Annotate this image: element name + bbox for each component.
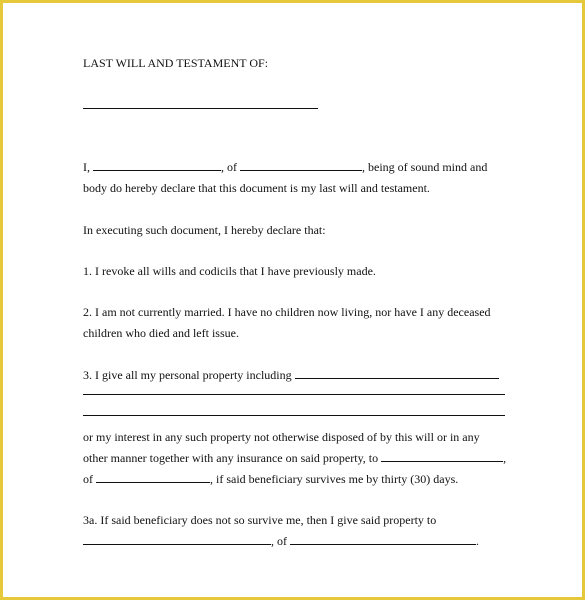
item-3-line-5-text: other manner together with any insurance on said property, to: [83, 451, 379, 465]
document-title: LAST WILL AND TESTAMENT OF:: [83, 56, 269, 70]
property-blank-1[interactable]: [295, 366, 499, 379]
property-blank-2[interactable]: [83, 382, 505, 395]
item-3-line-5: [83, 448, 506, 469]
alternate-location-blank[interactable]: [290, 532, 476, 545]
declaration-line-1: [83, 157, 487, 178]
beneficiary-name-blank[interactable]: [381, 449, 503, 462]
declaration-line-2: body do hereby declare that this document is my last will and testament.: [83, 181, 430, 195]
property-blank-3[interactable]: [83, 403, 505, 416]
item-3a-of: , of: [271, 534, 287, 548]
declaration-suffix: , being of sound mind and: [362, 160, 488, 174]
item-3a-line-2: [83, 531, 479, 552]
testator-name-blank[interactable]: [93, 158, 221, 171]
declaration-prefix: I,: [83, 160, 90, 174]
declaration-of: , of: [221, 160, 237, 174]
testator-location-blank[interactable]: [240, 158, 362, 171]
alternate-beneficiary-blank[interactable]: [83, 532, 271, 545]
item-2-line-1: 2. I am not currently married. I have no children now living, nor have I any deceased: [83, 305, 491, 319]
item-3-line-6: [83, 469, 458, 490]
executing-paragraph: In executing such document, I hereby declare that:: [83, 223, 326, 237]
name-blank-line[interactable]: [83, 96, 318, 109]
item-3-line-4: or my interest in any such property not otherwise disposed of by this will or in any: [83, 430, 480, 444]
item-3-prefix: 3. I give all my personal property including: [83, 368, 292, 382]
item-3-line-5-end: ,: [503, 451, 507, 465]
item-3a-end: .: [476, 534, 479, 548]
item-3-line-6-prefix: of: [83, 472, 93, 486]
item-1-text: 1. I revoke all wills and codicils that I have previously made.: [83, 264, 376, 278]
beneficiary-location-blank[interactable]: [96, 470, 210, 483]
item-3a-line-1: 3a. If said beneficiary does not so survive me, then I give said property to: [83, 513, 437, 527]
item-3-line-6-suffix: , if said beneficiary survives me by thirty (30) days.: [210, 472, 459, 486]
item-2-line-2: children who died and left issue.: [83, 326, 239, 340]
